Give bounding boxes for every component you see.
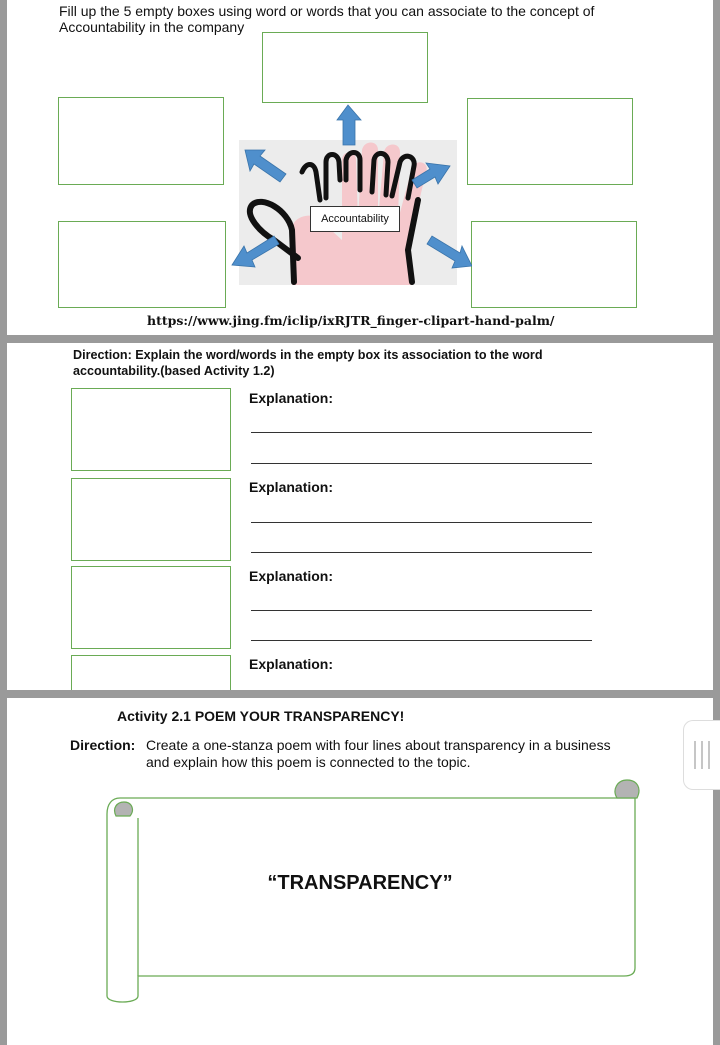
worksheet-page-2 <box>7 343 713 690</box>
center-label: Accountability <box>321 213 389 225</box>
direction-text: Create a one-stanza poem with four lines about transparency in a business and explain how this poem is connected to the topic. <box>146 737 611 770</box>
answer-line[interactable] <box>251 640 592 641</box>
scroll-curl-top-right <box>615 780 639 798</box>
arrow-up-icon <box>337 105 361 145</box>
image-source-url: https://www.jing.fm/iclip/ixRJTR_finger-clipart-hand-palm/ <box>147 313 555 328</box>
scroll-curl-left <box>115 802 133 816</box>
page1-instruction: Fill up the 5 empty boxes using word or words that you can associate to the concept of Accountability in the company <box>59 3 595 35</box>
answer-box-upper-right[interactable] <box>467 98 633 185</box>
side-menu-handle[interactable] <box>683 720 720 790</box>
word-box-1[interactable] <box>71 388 231 471</box>
scroll-title: “TRANSPARENCY” <box>267 872 453 894</box>
word-box-2[interactable] <box>71 478 231 561</box>
worksheet-page-3 <box>7 698 713 1045</box>
answer-box-upper-left[interactable] <box>58 97 224 185</box>
answer-box-lower-left[interactable] <box>58 221 226 308</box>
answer-line[interactable] <box>251 432 592 433</box>
answer-line[interactable] <box>251 522 592 523</box>
explanation-label-1: Explanation: <box>249 390 334 406</box>
explanation-label-4: Explanation: <box>249 656 334 672</box>
direction-label: Direction: <box>70 737 136 753</box>
explanation-label-3: Explanation: <box>249 568 334 584</box>
menu-lines-icon <box>684 721 720 789</box>
center-label-box <box>310 206 400 232</box>
answer-line[interactable] <box>251 463 592 464</box>
page2-direction: Direction: Explain the word/words in the empty box its association to the word accountability.(based Activity 1.2) <box>73 348 543 378</box>
worksheet-page-1 <box>7 0 713 335</box>
explanation-label-2: Explanation: <box>249 479 334 495</box>
scroll-body <box>107 798 635 1002</box>
hand-diagram <box>222 100 472 290</box>
answer-box-top[interactable] <box>262 32 428 103</box>
answer-line[interactable] <box>251 610 592 611</box>
answer-line[interactable] <box>251 552 592 553</box>
answer-box-lower-right[interactable] <box>471 221 637 308</box>
word-box-4[interactable] <box>71 655 231 690</box>
word-box-3[interactable] <box>71 566 231 649</box>
activity-title: Activity 2.1 POEM YOUR TRANSPARENCY! <box>117 708 405 724</box>
